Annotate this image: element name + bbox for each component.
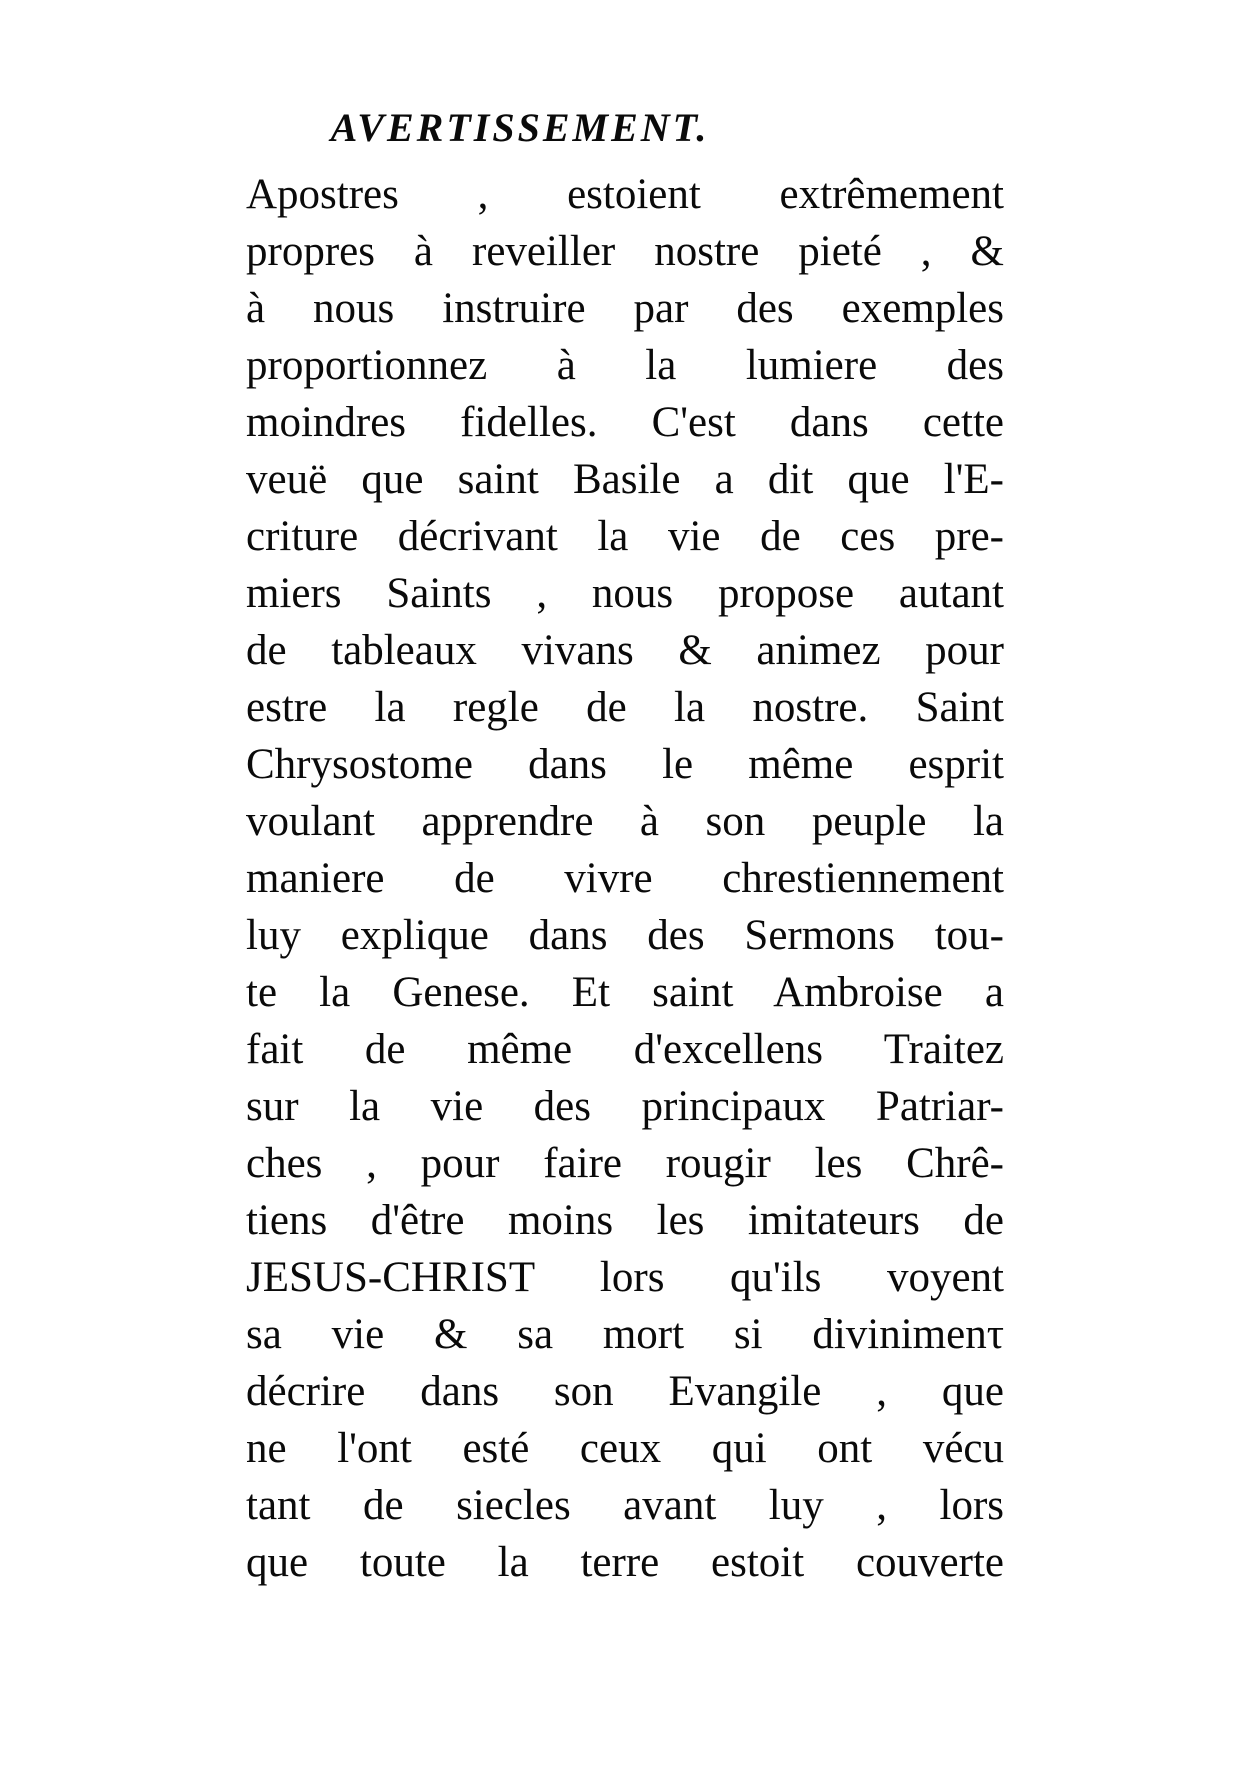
text-line: te la Genese. Et saint Ambroise a <box>246 969 1004 1016</box>
text-line: luy explique dans des Sermons tou- <box>246 912 1004 959</box>
text-line: sa vie & sa mort si divinimenτ <box>246 1311 1004 1358</box>
text-line: propres à reveiller nostre pieté , & <box>246 228 1004 275</box>
text-line: criture décrivant la vie de ces pre- <box>246 513 1004 560</box>
text-line: proportionnez à la lumiere des <box>246 342 1004 389</box>
text-line: voulant apprendre à son peuple la <box>246 798 1004 845</box>
text-line: Apostres , estoient extrêmement <box>246 171 1004 218</box>
text-line: maniere de vivre chrestiennement <box>246 855 1004 902</box>
text-line: veuë que saint Basile a dit que l'E- <box>246 456 1004 503</box>
text-line: miers Saints , nous propose autant <box>246 570 1004 617</box>
text-line: de tableaux vivans & animez pour <box>246 627 1004 674</box>
text-line: que toute la terre estoit couverte <box>246 1539 1004 1586</box>
text-line: décrire dans son Evangile , que <box>246 1368 1004 1415</box>
text-line: sur la vie des principaux Patriar- <box>246 1083 1004 1130</box>
body-text <box>246 166 1004 1591</box>
text-line: fait de même d'excellens Traitez <box>246 1026 1004 1073</box>
text-line: ches , pour faire rougir les Chrê- <box>246 1140 1004 1187</box>
text-line: à nous instruire par des exemples <box>246 285 1004 332</box>
text-line: Chrysostome dans le même esprit <box>246 741 1004 788</box>
text-line: JESUS-CHRIST lors qu'ils voyent <box>246 1254 1004 1301</box>
running-head: AVERTISSEMENT. <box>330 105 710 150</box>
text-line: estre la regle de la nostre. Saint <box>246 684 1004 731</box>
text-line: moindres fidelles. C'est dans cette <box>246 399 1004 446</box>
text-line: tiens d'être moins les imitateurs de <box>246 1197 1004 1244</box>
text-line: tant de siecles avant luy , lors <box>246 1482 1004 1529</box>
text-line: ne l'ont esté ceux qui ont vécu <box>246 1425 1004 1472</box>
